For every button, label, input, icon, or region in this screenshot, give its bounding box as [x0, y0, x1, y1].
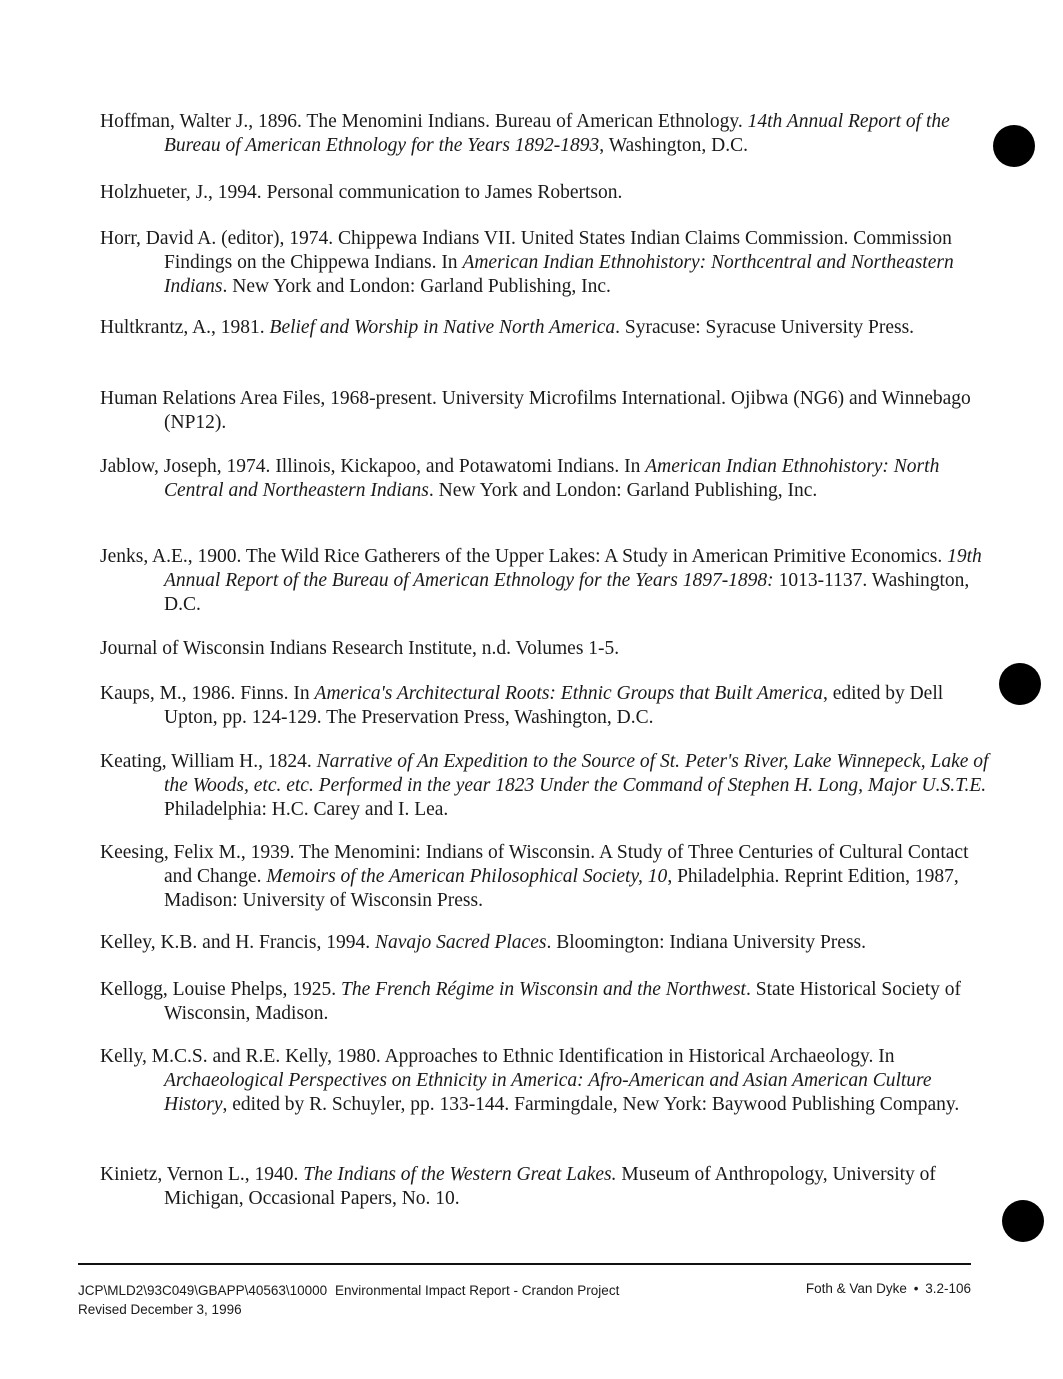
reference-author: Jablow, Joseph, 1974.: [100, 456, 271, 477]
reference-title: 19th Annual Report of the Bureau of American Ethnology for the Years 1897-1898:: [164, 546, 982, 591]
reference-author: Holzhueter, J., 1994.: [100, 182, 262, 203]
reference-author: Hultkrantz, A., 1981.: [100, 317, 265, 338]
reference-author: Kaups, M., 1986.: [100, 683, 236, 704]
reference-title: Belief and Worship in Native North America: [269, 317, 616, 338]
reference-title: 14th Annual Report of the Bureau of American Ethnology for the Years 1892-1893: [164, 111, 950, 156]
reference-author: Journal of Wisconsin Indians Research Institute, n.d.: [100, 638, 511, 659]
footer-firm: Foth & Van Dyke: [805, 1281, 907, 1296]
reference-title: Memoirs of the American Philosophical Society, 10: [266, 866, 668, 887]
reference-text: The Menomini Indians. Bureau of American Ethnology.: [301, 111, 748, 132]
footer-report: Environmental Impact Report - Crandon Project: [334, 1283, 620, 1298]
reference-entry: [100, 387, 994, 435]
reference-text: . Bloomington: Indiana University Press.: [546, 932, 866, 953]
reference-text: , Washington, D.C.: [599, 135, 748, 156]
reference-author: Kinietz, Vernon L., 1940.: [100, 1164, 299, 1185]
footer-rule: [78, 1263, 971, 1265]
reference-title: Narrative of An Expedition to the Source of St. Peter's River, Lake Winnepeck, Lake of the Woods, etc. etc. Performed in the year 1823 Under the Command of Stephen H. Long, Major U.S.T.E.: [164, 751, 989, 796]
reference-text: , edited by Dell Upton, pp. 124-129. The Preservation Press, Washington, D.C.: [164, 683, 944, 728]
reference-entry: [100, 455, 994, 503]
reference-title: American Indian Ethnohistory: North Central and Northeastern Indians: [164, 456, 940, 501]
reference-entry: [100, 1045, 994, 1117]
reference-title: The Indians of the Western Great Lakes.: [303, 1164, 617, 1185]
reference-entry: [100, 545, 994, 617]
hole-punch: [993, 125, 1035, 167]
reference-author: Horr, David A. (editor), 1974.: [100, 228, 334, 249]
reference-text: . State Historical Society of Wisconsin, Madison.: [164, 979, 961, 1024]
hole-punch: [1002, 1200, 1044, 1242]
reference-text: , edited by R. Schuyler, pp. 133-144. Farmingdale, New York: Baywood Publishing Company.: [222, 1094, 960, 1115]
reference-author: Human Relations Area Files, 1968-present.: [100, 388, 437, 409]
reference-text: 1013-1137. Washington, D.C.: [164, 570, 970, 615]
reference-author: Kelly, M.C.S. and R.E. Kelly, 1980.: [100, 1046, 381, 1067]
reference-author: Keesing, Felix M., 1939.: [100, 842, 295, 863]
reference-text: , Philadelphia. Reprint Edition, 1987, Madison: University of Wisconsin Press.: [164, 866, 959, 911]
reference-text: . New York and London: Garland Publishing, Inc.: [428, 480, 818, 501]
reference-entry: [100, 978, 994, 1026]
reference-text: Museum of Anthropology, University of Michigan, Occasional Papers, No. 10.: [164, 1164, 936, 1209]
reference-entry: [100, 227, 994, 299]
reference-author: Kellogg, Louise Phelps, 1925.: [100, 979, 337, 1000]
reference-entry: [100, 841, 994, 913]
reference-entry: [100, 637, 994, 661]
reference-author: Hoffman, Walter J., 1896.: [100, 111, 302, 132]
hole-punch: [999, 663, 1041, 705]
reference-text: Volumes 1-5.: [511, 638, 620, 659]
reference-text: The Wild Rice Gatherers of the Upper Lakes: A Study in American Primitive Economics.: [241, 546, 948, 567]
reference-title: The French Régime in Wisconsin and the Northwest: [341, 979, 746, 1000]
reference-entry: [100, 682, 994, 730]
reference-author: Keating, William H., 1824.: [100, 751, 312, 772]
reference-entry: [100, 316, 994, 340]
footer-right: [806, 1279, 971, 1298]
reference-entry: [100, 931, 994, 955]
footer-page-number: 3.2-106: [925, 1281, 971, 1296]
footer-path: JCP\MLD2\93C049\GBAPP\40563\10000: [78, 1283, 328, 1298]
reference-author: Jenks, A.E., 1900.: [100, 546, 242, 567]
reference-text: Approaches to Ethnic Identification in Historical Archaeology. In: [380, 1046, 895, 1067]
footer-line-1: [78, 1281, 619, 1300]
reference-entry: [100, 750, 994, 822]
reference-title: American Indian Ethnohistory: Northcentral and Northeastern Indians: [164, 252, 954, 297]
footer-revised: Revised December 3, 1996: [78, 1302, 242, 1317]
reference-title: Navajo Sacred Places: [374, 932, 547, 953]
reference-text: Personal communication to James Robertson.: [261, 182, 623, 203]
reference-entry: [100, 1163, 994, 1211]
reference-entry: [100, 181, 994, 205]
reference-entry: [100, 110, 994, 158]
reference-text: . Syracuse: Syracuse University Press.: [615, 317, 915, 338]
reference-text: Finns. In: [235, 683, 315, 704]
reference-title: Archaeological Perspectives on Ethnicity in America: Afro-American and Asian American Culture History: [164, 1070, 932, 1115]
reference-text: . New York and London: Garland Publishing, Inc.: [222, 276, 611, 297]
reference-text: The Menomini: Indians of Wisconsin. A Study of Three Centuries of Cultural Contact and Change.: [164, 842, 969, 887]
footer-left: [78, 1281, 619, 1319]
footer-bullet: •: [913, 1281, 919, 1296]
reference-text: Chippewa Indians VII. United States Indian Claims Commission. Commission Findings on the Chippewa Indians. In: [164, 228, 952, 273]
reference-text: University Microfilms International. Ojibwa (NG6) and Winnebago (NP12).: [164, 388, 971, 433]
reference-text: Philadelphia: H.C. Carey and I. Lea.: [164, 799, 449, 820]
reference-author: Kelley, K.B. and H. Francis, 1994.: [100, 932, 371, 953]
reference-text: Illinois, Kickapoo, and Potawatomi Indians. In: [270, 456, 646, 477]
reference-title: America's Architectural Roots: Ethnic Groups that Built America: [314, 683, 823, 704]
